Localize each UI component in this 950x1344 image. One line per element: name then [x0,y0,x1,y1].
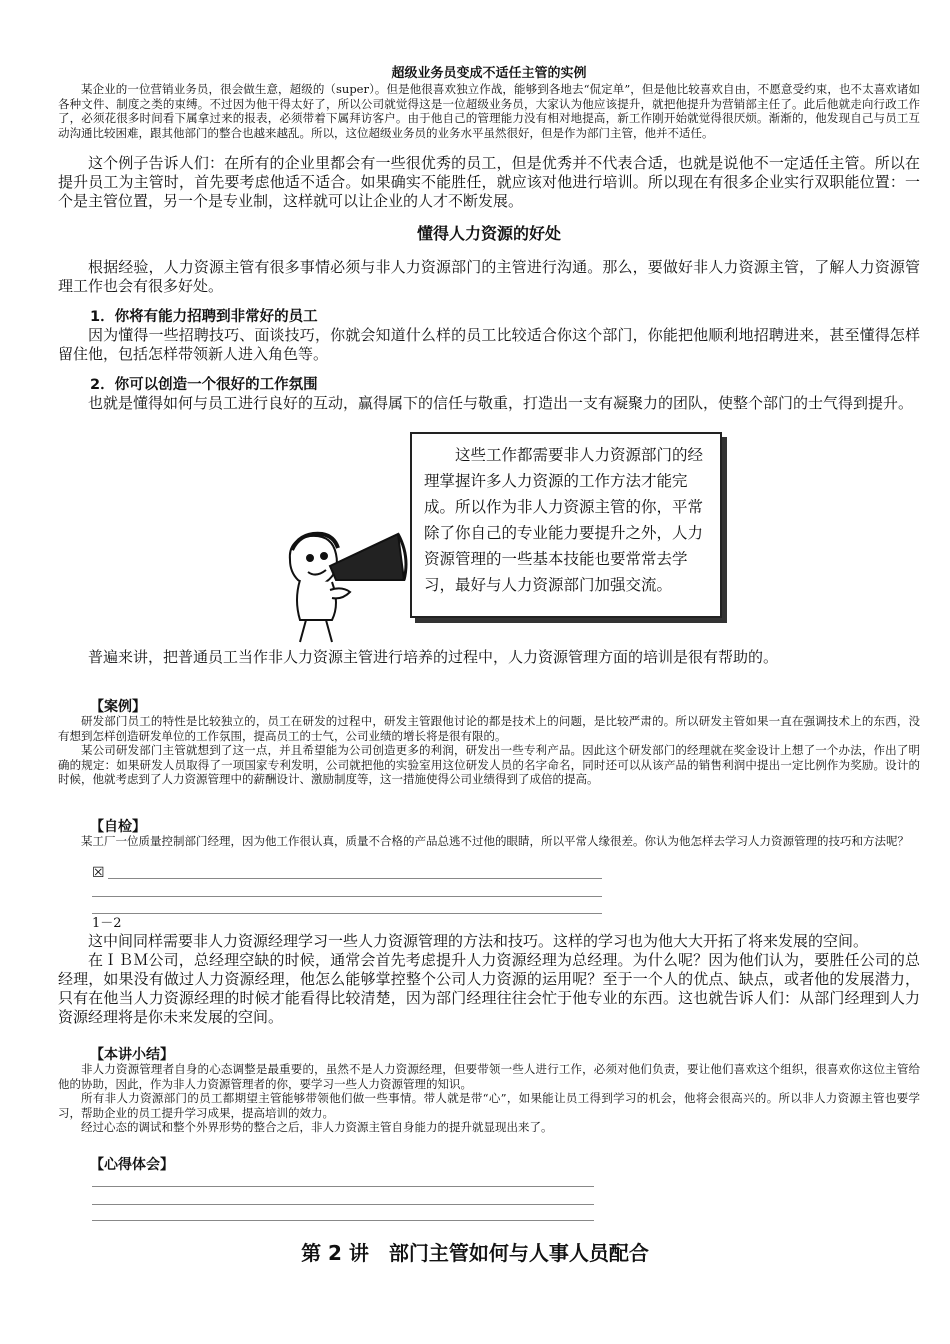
answer-line [92,913,602,914]
summary-paragraphs: 非人力资源管理者自身的心态调整是最重要的，虽然不是人力资源经理，但要带领一些人进行工作，必须对他们负责，要让他们喜欢这个组织，很喜欢你这位主管给他的协助，因此，作为非人力资源管理者的你，要学习一些人力资源管理的知识。 所有非人力资源部门的员工都期望主管能够带领他们做一些事情。带人就是带“心”，如果能让员工得到学习的机会，他将会很高兴的。所以非人力资源主管也要学习，帮助企业的员工提升学习成果，提高培训的效力。 经过心态的调试和整个外界形势的整合之后，非人力资源主管自身能力的提升就显现出来了。 [58,1062,920,1134]
case-paragraphs: 研发部门员工的特性是比较独立的，员工在研发的过程中，研发主管跟他讨论的都是技术上的问题，是比较严肃的。所以研发主管如果一直在强调技术上的东西，没有想到怎样创造研发单位的工作氛围，提高员工的士气，公司业绩的增长将是很有限的。 某公司研发部门主管就想到了这一点，并且希望能为公司创造更多的利润，研发出一些专利产品。因此这个研发部门的经理就在奖金设计上想了一个办法，作出了明确的规定：如果研发人员取得了一项国家专利发明，公司就把他的实验室用这位研发人员的名字命名，同时还可以从该产品的销售利润中提出一定比例作为奖励。设计的时候，他就考虑到了人力资源管理中的薪酬设计、激励制度等，这一措施使得公司业绩得到了成倍的提高。 [58,714,920,786]
body-paragraphs: 这中间同样需要非人力资源经理学习一些人力资源管理的方法和技巧。这样的学习也为他大大开拓了将来发展的空间。 在ＩＢＭ公司，总经理空缺的时候，通常会首先考虑提升人力资源经理为总经理。为什么呢？因为他们认为，要胜任公司的总经理，如果没有做过人力资源经理，他怎么能够掌控整个公司人力资源的运用呢？至于一个人的优点、缺点，或者他的发展潜力，只有在他当人力资源经理的时候才能看得比较清楚，因为部门经理往往会忙于他专业的东西。这也就告诉人们：从部门经理到人力资源经理将是你未来发展的空间。 [58,932,920,1026]
checkbox-icon: ☒ [92,865,105,881]
hr-intro-paragraph: 根据经验，人力资源主管有很多事情必须与非人力资源部门的主管进行沟通。那么，要做好非人力资源主管，了解人力资源管理工作也会有很多好处。 [58,258,920,295]
megaphone-man-illustration [270,520,410,646]
reflection-line [92,1220,594,1221]
callout-box: 这些工作都需要非人力资源部门的经理掌握许多人力资源的工作方法才能完成。所以作为非人力资源主管的你，平常除了你自己的专业能力要提升之外，人力资源管理的一些基本技能也要常常去学习，最好与人力资源部门加强交流。 [410,432,722,618]
selfcheck-paragraph: 某工厂一位质量控制部门经理，因为他工作很认真，质量不合格的产品总逃不过他的眼睛，所以平常人缘很差。你认为他怎样去学习人力资源管理的技巧和方法呢？ [81,834,909,848]
example-paragraph-2: 这个例子告诉人们：在所有的企业里都会有一些很优秀的员工，但是优秀并不代表合适，也就是说他不一定适任主管。所以在提升员工为主管时，首先要考虑他适不适合。如果确实不能胜任，就应该对他进行培训。所以现在有很多企业实行双职能位置：一个是主管位置，另一个是专业制，这样就可以让企业的人才不断发展。 [58,154,920,210]
point-1-heading: 1．你将有能力招聘到非常好的员工 [90,309,318,325]
point-1-paragraph: 因为懂得一些招聘技巧、面谈技巧，你就会知道什么样的员工比较适合你这个部门，你能把他顺利地招聘进来，甚至懂得怎样留住他，包括怎样带领新人进入角色等。 [58,326,920,363]
selfcheck-label: 【自检】 [90,819,146,835]
chapter-title: 第 2 讲 部门主管如何与人事人员配合 [301,1241,649,1265]
answer-line [108,878,602,879]
reflection-label: 【心得体会】 [90,1157,174,1173]
example-title: 超级业务员变成不适任主管的实例 [391,66,587,81]
summary-label: 【本讲小结】 [90,1047,174,1063]
example-paragraph-1: 某企业的一位营销业务员，很会做生意，超级的（super）。但是他很喜欢独立作战，能够到各地去“侃定单”，但是他比较喜欢自由，不愿意受约束，也不太喜欢诸如各种文件、制度之类的束缚。不过因为他干得太好了，所以公司就觉得这是一位超级业务员，大家认为他应该提升，就把他提升为营销部主任了。此后他就走向行政工作了，必须花很多时间看下属拿过来的报表，必须带着下属拜访客户。由于他自己的管理能力没有相对地提高，新工作刚开始就觉得很厌烦。渐渐的，他发现自己与员工互动沟通比较困难，跟其他部门的整合也越来越乱。所以，这位超级业务员的业务水平虽然很好，但是作为部门主管，他并不适任。 [58,82,920,140]
point-2-heading: 2．你可以创造一个很好的工作氛围 [90,377,318,393]
reflection-line [92,1204,594,1205]
general-paragraph: 普遍来讲，把普通员工当作非人力资源主管进行培养的过程中，人力资源管理方面的培训是很有帮助的。 [88,648,779,666]
case-label: 【案例】 [90,699,146,715]
answer-line [92,896,602,897]
point-2-paragraph: 也就是懂得如何与员工进行良好的互动，赢得属下的信任与敬重，打造出一支有凝聚力的团队，使整个部门的士气得到提升。 [88,394,914,412]
reflection-line [92,1186,594,1187]
page-number: 1－2 [92,916,122,931]
hr-section-title: 懂得人力资源的好处 [416,224,561,243]
